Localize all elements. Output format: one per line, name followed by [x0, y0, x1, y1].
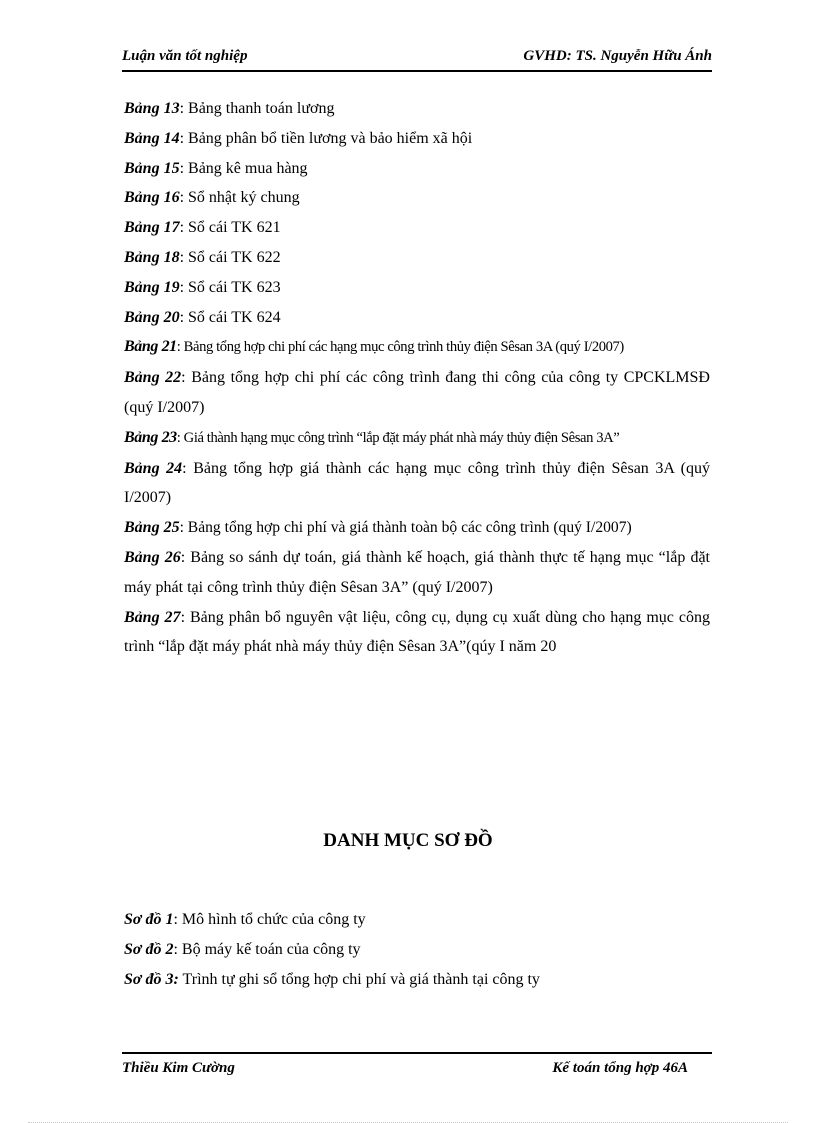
list-item [124, 213, 710, 243]
item-text: : Giá thành hạng mục công trình “lắp đặt máy phát nhà máy thủy điện Sêsan 3A” [176, 429, 620, 446]
list-item [124, 454, 710, 514]
list-item [124, 273, 710, 303]
list-item [124, 303, 710, 333]
list-item [124, 94, 710, 124]
page-footer [122, 1052, 712, 1080]
item-label: Sơ đồ 1 [124, 911, 174, 928]
item-label: Sơ đồ 3: [124, 971, 179, 988]
footer-author: Thiều Kim Cường [122, 1060, 235, 1076]
item-label: Bảng 16 [124, 189, 180, 207]
item-label: Bảng 26 [124, 548, 181, 566]
list-item [124, 183, 710, 213]
diagram-list [124, 905, 710, 995]
item-text: Trình tự ghi sổ tổng hợp chi phí và giá thành tại công ty [178, 971, 540, 988]
item-label: Bảng 20 [124, 308, 180, 326]
item-label: Bảng 17 [124, 219, 180, 237]
list-item [124, 124, 710, 154]
list-item [124, 603, 710, 663]
item-text: : Bảng tổng hợp chi phí các công trình đang thi công của công ty CPCKLMSĐ (quý I/2007) [124, 369, 710, 416]
item-label: Bảng 18 [124, 248, 180, 266]
table-list [124, 94, 710, 662]
item-text: : Bảng tổng hợp chi phí các hạng mục công trình thủy điện Sêsan 3A (quý I/2007) [176, 339, 624, 356]
item-text: : Bảng phân bổ nguyên vật liệu, công cụ, dụng cụ xuất dùng cho hạng mục công trình “lắp đặt máy phát nhà máy thủy điện Sêsan 3A”(qúy I năm 20 [124, 608, 710, 656]
item-text: : Sổ cái TK 621 [179, 219, 281, 237]
item-label: Bảng 27 [124, 608, 181, 626]
list-item [124, 154, 710, 184]
item-label: Bảng 23 [124, 428, 177, 446]
item-label: Bảng 22 [124, 369, 182, 387]
list-item [124, 513, 710, 543]
item-label: Bảng 15 [124, 159, 180, 177]
item-label: Bảng 24 [124, 459, 183, 477]
list-item [124, 543, 710, 603]
item-text: : Bảng phân bổ tiền lương và bảo hiểm xã hội [179, 129, 473, 147]
list-item [124, 363, 710, 423]
item-label: Bảng 25 [124, 519, 180, 537]
item-label: Bảng 19 [124, 278, 180, 296]
item-text: : Bộ máy kế toán của công ty [173, 941, 361, 958]
page-header [122, 48, 712, 72]
item-text: : Bảng kê mua hàng [179, 159, 308, 177]
footer-class: Kế toán tổng hợp 46A [552, 1060, 688, 1076]
item-label: Bảng 21 [124, 338, 177, 356]
item-label: Bảng 14 [124, 129, 180, 147]
list-item [124, 243, 710, 273]
list-item [124, 965, 710, 995]
header-supervisor: GVHD: TS. Nguyễn Hữu Ánh [523, 48, 712, 64]
item-label: Bảng 13 [124, 100, 180, 117]
item-text: : Bảng tổng hợp giá thành các hạng mục công trình thủy điện Sêsan 3A (quý I/2007) [124, 459, 710, 507]
item-text: : Bảng so sánh dự toán, giá thành kế hoạch, giá thành thực tế hạng mục “lắp đặt máy phát tại công trình thủy điện Sêsan 3A” (quý I/2007) [124, 548, 710, 596]
list-item [124, 423, 710, 454]
item-text: : Sổ nhật ký chung [179, 189, 300, 207]
section-title: DANH MỤC SƠ ĐỒ [323, 830, 493, 851]
item-text: : Sổ cái TK 623 [179, 278, 281, 296]
item-text: : Mô hình tổ chức của công ty [173, 911, 366, 928]
list-item [124, 935, 710, 965]
item-text: : Sổ cái TK 622 [179, 248, 281, 266]
item-text: : Bảng tổng hợp chi phí và giá thành toàn bộ các công trình (quý I/2007) [179, 519, 632, 537]
list-item [124, 332, 710, 363]
header-thesis-title: Luận văn tốt nghiệp [122, 48, 248, 64]
item-text: : Bảng thanh toán lương [179, 100, 335, 117]
item-label: Sơ đồ 2 [124, 941, 174, 958]
list-item [124, 905, 710, 935]
item-text: : Sổ cái TK 624 [179, 308, 281, 326]
